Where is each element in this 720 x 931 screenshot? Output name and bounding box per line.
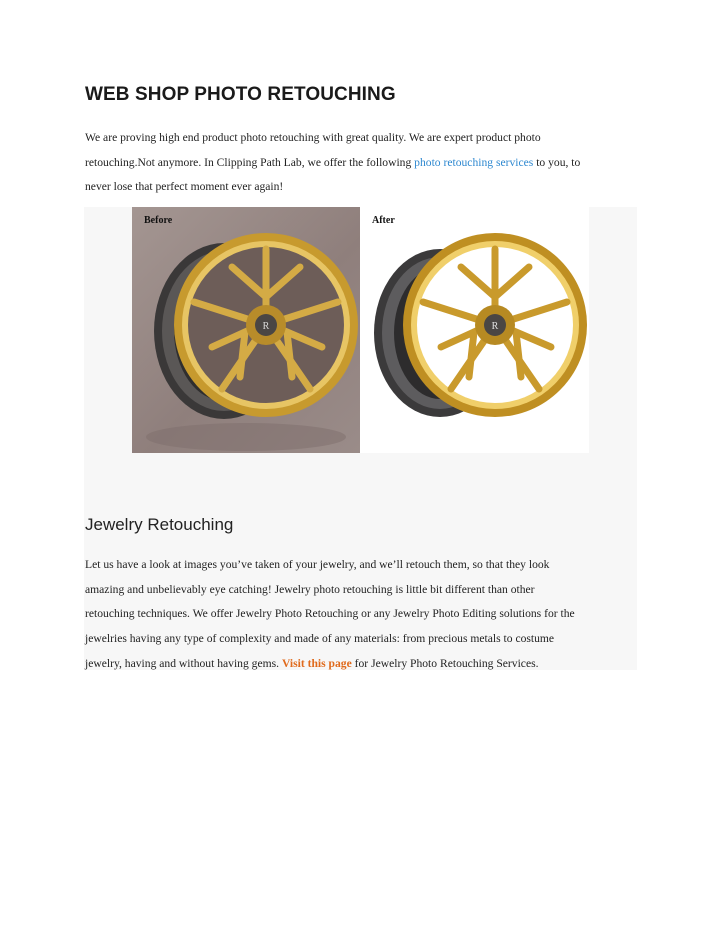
section-title: Jewelry Retouching xyxy=(85,515,234,534)
intro-line-1: We are proving high end product photo retouching with great quality. We are expert product photo xyxy=(85,131,541,144)
before-image xyxy=(132,207,360,453)
intro-line-2-tail: to you, to xyxy=(533,155,581,169)
after-image xyxy=(360,207,589,453)
section-line-3: retouching techniques. We offer Jewelry Photo Retouching or any Jewelry Photo Editing solutions for the xyxy=(85,607,575,621)
section-paragraph xyxy=(85,553,645,677)
before-label: Before xyxy=(144,215,173,226)
intro-line-2 xyxy=(85,151,645,176)
section-line-4: jewelries having any type of complexity and made of any materials: from precious metals to costume xyxy=(85,632,555,646)
after-wheel-graphic xyxy=(360,207,589,453)
visit-this-page-link[interactable]: Visit this page xyxy=(281,656,352,670)
photo-retouching-services-link[interactable]: photo retouching services xyxy=(414,155,534,169)
before-wheel-graphic xyxy=(132,207,360,453)
page-title: WEB SHOP PHOTO RETOUCHING xyxy=(85,84,396,105)
section-line-5-tail: for Jewelry Photo Retouching Services. xyxy=(351,656,539,670)
section-line-2: amazing and unbelievably eye catching! Jewelry photo retouching is little bit different than other xyxy=(85,582,535,596)
svg-text:R: R xyxy=(491,321,499,332)
section-line-5-text: jewelry, having and without having gems. xyxy=(85,656,282,670)
intro-line-2-text: retouching.Not anymore. In Clipping Path Lab, we offer the following xyxy=(85,155,415,169)
svg-text:R: R xyxy=(262,321,270,332)
section-line-1: Let us have a look at images you’ve taken of your jewelry, and we’ll retouch them, so that they look xyxy=(85,558,550,571)
intro-line-3: never lose that perfect moment ever again! xyxy=(85,180,284,193)
intro-paragraph xyxy=(85,126,645,200)
after-label: After xyxy=(372,215,395,226)
section-line-5 xyxy=(85,652,645,677)
